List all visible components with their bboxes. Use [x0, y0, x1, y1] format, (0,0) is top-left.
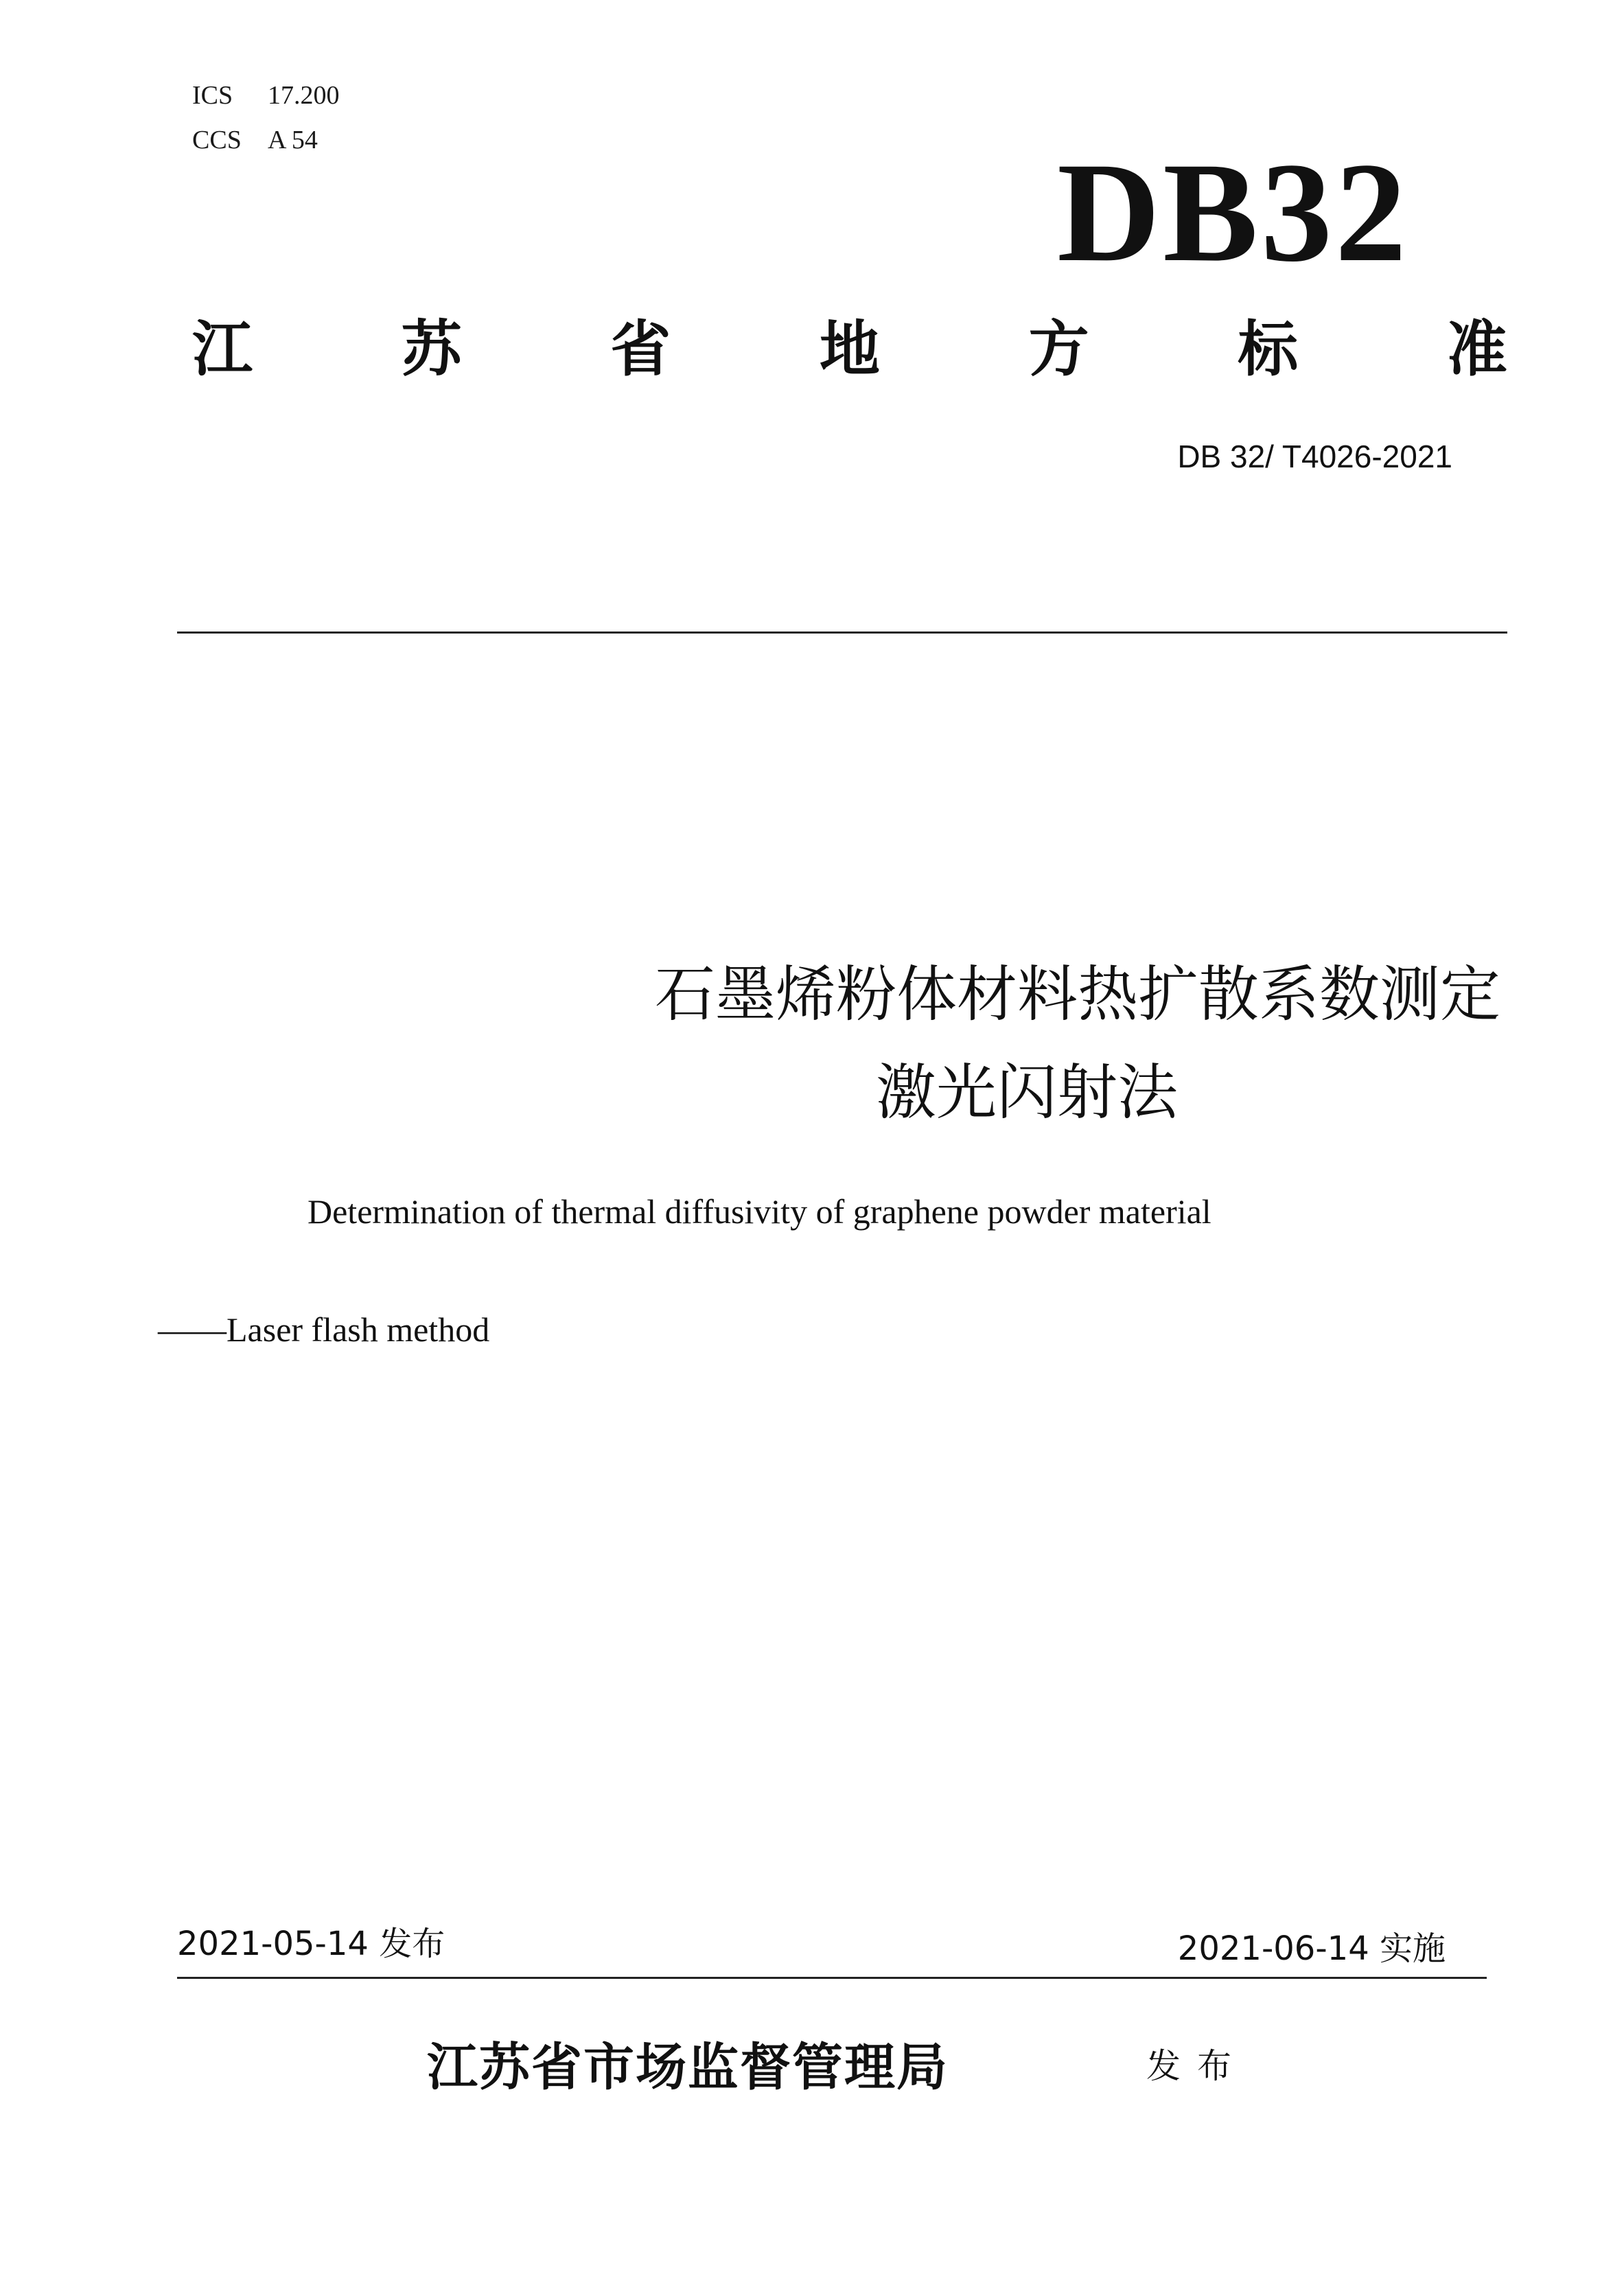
issue-action: 发布 [1146, 2046, 1248, 2086]
bottom-divider [177, 1977, 1487, 1979]
title-english: Determination of thermal diffusivity of graphene powder material [308, 1192, 1211, 1231]
publish-date: 2021-05-14 发布 [177, 1925, 445, 1963]
title-english-subtitle: ——Laser flash method [158, 1310, 490, 1349]
title-chinese-line1: 石墨烯粉体材料热扩散系数测定 [654, 959, 1500, 1030]
standard-type-char: 江 [192, 314, 253, 384]
issuing-authority: 江苏省市场监督管理局 [427, 2038, 949, 2097]
standard-type-heading [192, 314, 1507, 384]
ccs-value: A 54 [268, 126, 318, 154]
ics-label: ICS [192, 81, 233, 110]
standard-mark: DB32 [1057, 133, 1409, 291]
title-chinese-line2: 激光闪射法 [875, 1057, 1178, 1128]
standard-type-char: 地 [819, 314, 880, 384]
standard-type-char: 苏 [401, 314, 462, 384]
standard-number: DB 32/ T4026-2021 [1177, 439, 1452, 474]
standard-type-char: 方 [1028, 314, 1089, 384]
top-divider [177, 631, 1507, 634]
ics-value: 17.200 [268, 81, 340, 110]
standard-type-char: 标 [1238, 314, 1299, 384]
ccs-label: CCS [192, 126, 242, 154]
ics-code [192, 82, 340, 108]
implementation-date: 2021-06-14 实施 [1177, 1929, 1446, 1968]
standard-type-char: 省 [610, 314, 671, 384]
ccs-code [192, 127, 318, 153]
standard-type-char: 准 [1446, 314, 1507, 384]
